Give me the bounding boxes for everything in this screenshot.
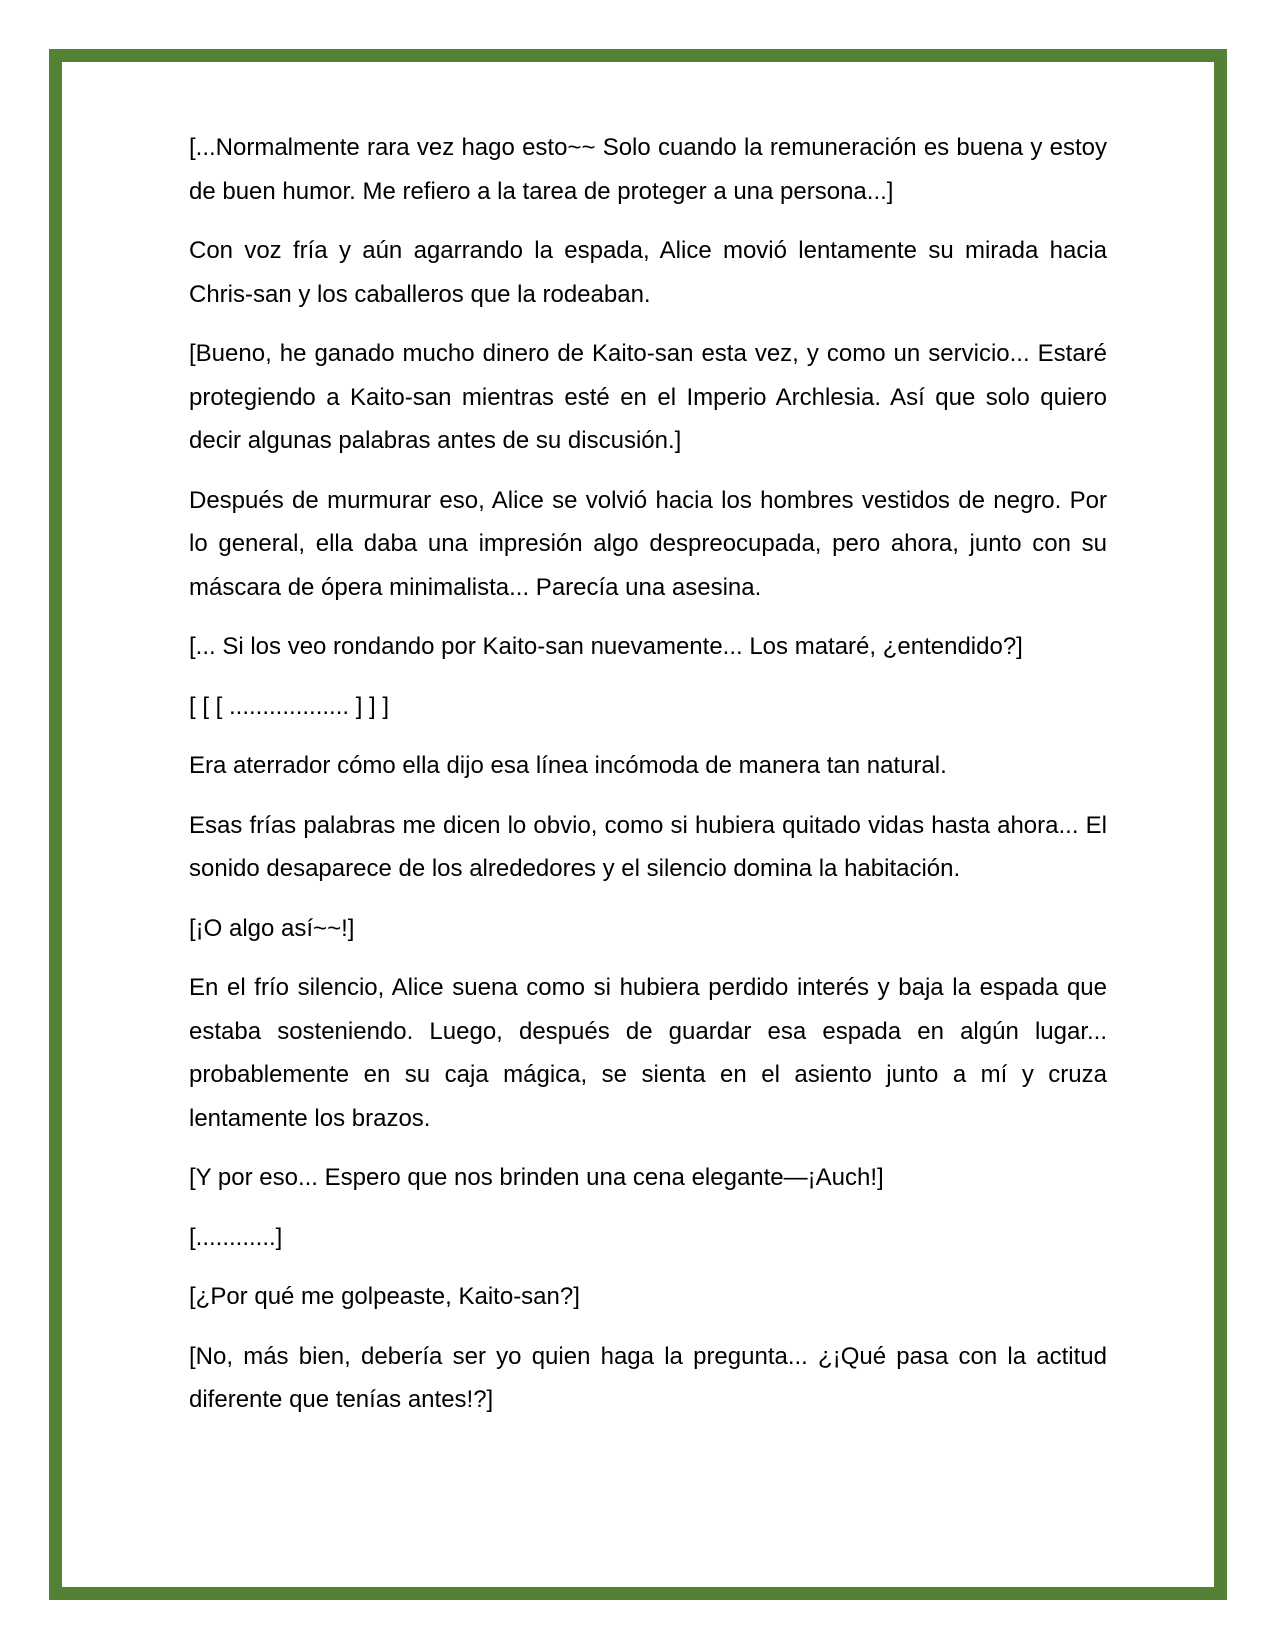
document-body [189, 126, 1107, 1438]
paragraph-9: [¡O algo así~~!] [189, 914, 355, 942]
paragraph-7: Era aterrador cómo ella dijo esa línea incómoda de manera tan natural. [189, 752, 947, 779]
paragraph-4: Después de murmurar eso, Alice se volvió hacia los hombres vestidos de negro. Por lo general, ella daba una impresión algo despreocupada, pero ahora, junto con su máscara de ópera minimalista... Parecía una asesina. [189, 486, 1107, 601]
paragraph-6: [ [ [ .................. ] ] ] [189, 692, 390, 720]
paragraph-14: [No, más bien, debería ser yo quien haga la pregunta... ¿¡Qué pasa con la actitud diferente que tenías antes!?] [189, 1342, 1107, 1413]
paragraph-1: [...Normalmente rara vez hago esto~~ Solo cuando la remuneración es buena y estoy de buen humor. Me refiero a la tarea de proteger a una persona...] [189, 134, 1107, 205]
paragraph-5: [... Si los veo rondando por Kaito-san nuevamente... Los mataré, ¿entendido?] [189, 633, 1023, 660]
paragraph-11: [Y por eso... Espero que nos brinden una cena elegante—¡Auch!] [189, 1164, 884, 1191]
paragraph-13: [¿Por qué me golpeaste, Kaito-san?] [189, 1283, 580, 1310]
page-border-frame [49, 49, 1227, 1600]
paragraph-8: Esas frías palabras me dicen lo obvio, como si hubiera quitado vidas hasta ahora... El sonido desaparece de los alrededores y el silencio domina la habitación. [189, 811, 1107, 882]
paragraph-3: [Bueno, he ganado mucho dinero de Kaito-san esta vez, y como un servicio... Estaré protegiendo a Kaito-san mientras esté en el Imperio Archlesia. Así que solo quiero decir algunas palabras antes de su discusión.] [189, 340, 1107, 454]
paragraph-2: Con voz fría y aún agarrando la espada, Alice movió lentamente su mirada hacia Chris-san y los caballeros que la rodeaban. [189, 237, 1107, 308]
paragraph-12: [............] [189, 1223, 283, 1251]
paragraph-10: En el frío silencio, Alice suena como si hubiera perdido interés y baja la espada que estaba sosteniendo. Luego, después de guardar esa espada en algún lugar... probablemente en su caja mágica, se sienta en el asiento junto a mí y cruza lentamente los brazos. [189, 974, 1107, 1132]
